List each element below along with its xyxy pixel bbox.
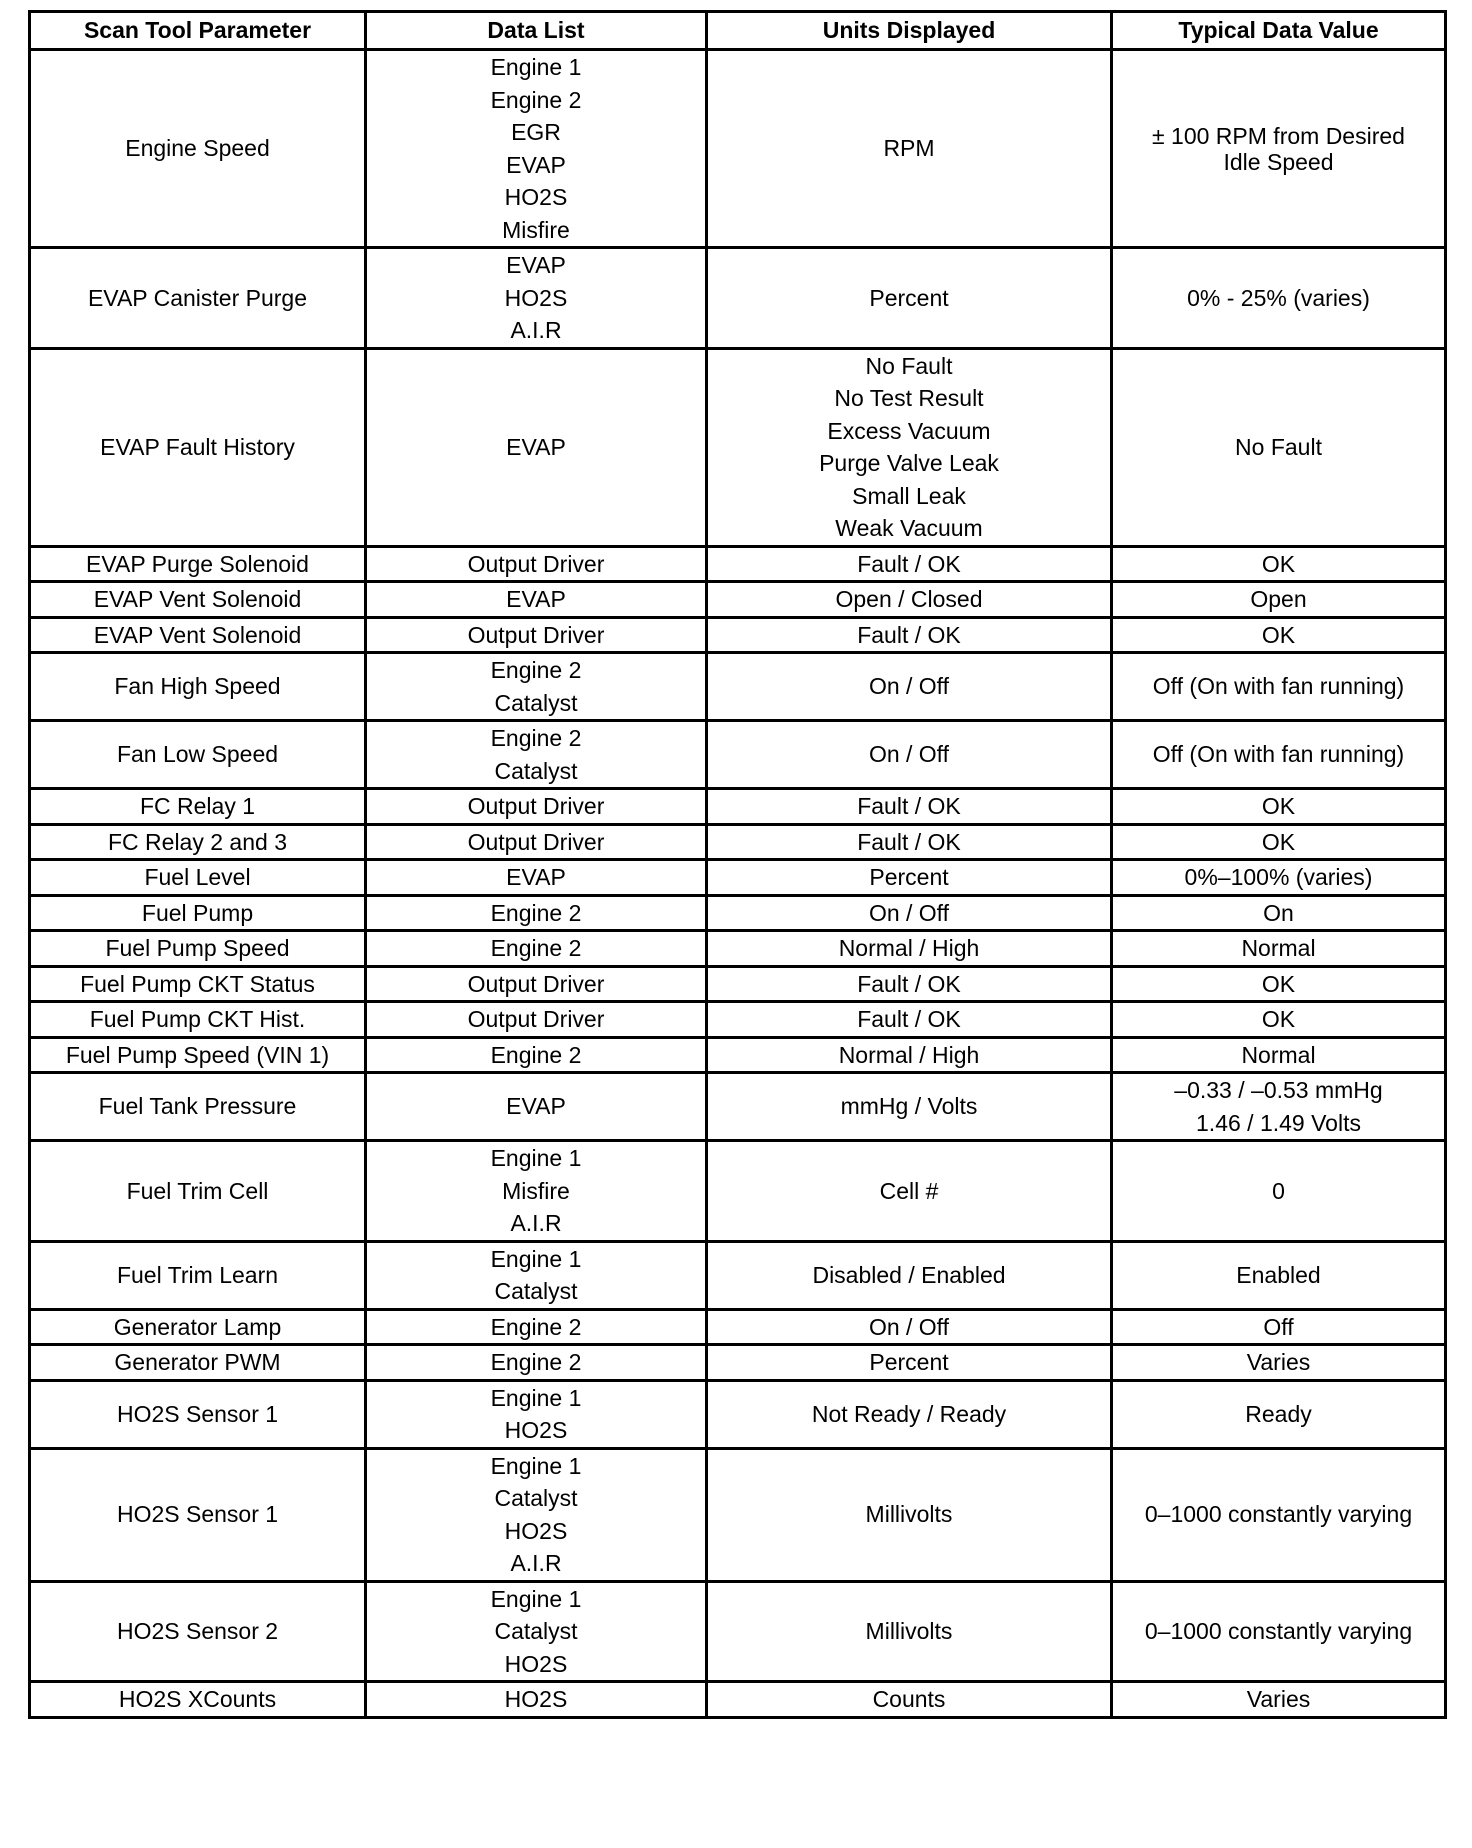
cell-typical-value xyxy=(1112,50,1446,248)
cell-line: Engine 1 xyxy=(490,1245,582,1272)
table-row xyxy=(30,1682,1446,1718)
cell-typical-value xyxy=(1112,582,1446,618)
table-row xyxy=(30,860,1446,896)
cell-line: Engine 2 xyxy=(490,1313,582,1340)
cell-line: Percent xyxy=(869,1349,949,1375)
cell-line: EVAP xyxy=(506,433,566,460)
cell-line: Engine 1 xyxy=(490,1384,582,1411)
cell-line: Output Driver xyxy=(467,621,605,648)
cell-line: Varies xyxy=(1246,1686,1311,1712)
cell-units xyxy=(707,348,1112,546)
cell-parameter: EVAP Purge Solenoid xyxy=(30,546,366,582)
cell-typical-value xyxy=(1112,895,1446,931)
cell-line: HO2S xyxy=(504,1517,568,1544)
table-row xyxy=(30,617,1446,653)
cell-data-list xyxy=(366,895,707,931)
table-body xyxy=(30,50,1446,1718)
cell-typical-value xyxy=(1112,721,1446,789)
cell-parameter: Fuel Pump xyxy=(30,895,366,931)
cell-data-list xyxy=(366,860,707,896)
table-row xyxy=(30,1345,1446,1381)
cell-typical-value xyxy=(1112,860,1446,896)
cell-line: Millivolts xyxy=(865,1618,953,1644)
cell-line: 0%–100% (varies) xyxy=(1184,864,1373,890)
cell-line: Engine 1 xyxy=(490,54,582,80)
table-row xyxy=(30,1141,1446,1242)
cell-data-list xyxy=(366,653,707,721)
cell-units xyxy=(707,789,1112,825)
cell-units xyxy=(707,895,1112,931)
cell-line: Fault / OK xyxy=(857,970,961,997)
cell-line: Misfire xyxy=(502,1177,570,1204)
cell-units xyxy=(707,1002,1112,1038)
cell-line: Fault / OK xyxy=(857,1006,961,1032)
cell-typical-value xyxy=(1112,248,1446,349)
cell-line: Normal / High xyxy=(838,1041,980,1068)
cell-line: 1.46 / 1.49 Volts xyxy=(1196,1109,1361,1136)
cell-line: Normal / High xyxy=(838,935,980,961)
cell-data-list xyxy=(366,582,707,618)
cell-parameter: Engine Speed xyxy=(30,50,366,248)
scan-tool-data-page xyxy=(28,10,1444,1719)
column-header-units: Units Displayed xyxy=(707,12,1112,50)
cell-units xyxy=(707,248,1112,349)
cell-line: Catalyst xyxy=(494,689,578,716)
cell-line: 0 xyxy=(1272,1177,1285,1204)
cell-parameter: EVAP Vent Solenoid xyxy=(30,617,366,653)
cell-line: EVAP xyxy=(506,1093,566,1120)
cell-units xyxy=(707,617,1112,653)
cell-typical-value xyxy=(1112,1073,1446,1141)
cell-line: Off (On with fan running) xyxy=(1152,673,1405,700)
cell-line: Engine 2 xyxy=(490,899,582,926)
cell-line: Fault / OK xyxy=(857,793,961,819)
cell-line: Output Driver xyxy=(467,1006,605,1032)
table-row xyxy=(30,582,1446,618)
cell-line: Open xyxy=(1250,586,1307,612)
cell-line: Engine 2 xyxy=(490,1349,582,1375)
cell-line: On xyxy=(1263,899,1294,926)
cell-units xyxy=(707,1380,1112,1448)
cell-line: A.I.R xyxy=(510,1210,562,1236)
cell-typical-value xyxy=(1112,1380,1446,1448)
cell-line: HO2S xyxy=(504,1650,568,1677)
cell-parameter: Fuel Trim Learn xyxy=(30,1241,366,1309)
cell-data-list xyxy=(366,789,707,825)
cell-data-list xyxy=(366,1380,707,1448)
cell-line: Catalyst xyxy=(494,1278,578,1304)
cell-line: HO2S xyxy=(504,284,568,311)
cell-typical-value xyxy=(1112,931,1446,967)
cell-line: Fault / OK xyxy=(857,828,961,855)
cell-parameter: EVAP Fault History xyxy=(30,348,366,546)
cell-parameter: HO2S Sensor 1 xyxy=(30,1380,366,1448)
cell-line: OK xyxy=(1261,793,1296,819)
cell-parameter: Generator Lamp xyxy=(30,1309,366,1345)
cell-line: HO2S xyxy=(504,1686,568,1712)
cell-line: A.I.R xyxy=(510,1550,562,1576)
cell-line: Off (On with fan running) xyxy=(1152,741,1405,768)
cell-typical-value xyxy=(1112,1241,1446,1309)
cell-data-list xyxy=(366,348,707,546)
table-row xyxy=(30,1073,1446,1141)
cell-typical-value xyxy=(1112,1309,1446,1345)
cell-parameter: FC Relay 1 xyxy=(30,789,366,825)
cell-parameter: Fuel Pump CKT Status xyxy=(30,966,366,1002)
cell-units xyxy=(707,653,1112,721)
cell-parameter: Generator PWM xyxy=(30,1345,366,1381)
cell-data-list xyxy=(366,546,707,582)
cell-typical-value xyxy=(1112,653,1446,721)
cell-line: HO2S xyxy=(504,184,568,210)
cell-line: Output Driver xyxy=(467,793,605,819)
cell-data-list xyxy=(366,1682,707,1718)
table-row xyxy=(30,348,1446,546)
cell-line: Percent xyxy=(869,864,949,890)
cell-line: Millivolts xyxy=(865,1501,953,1528)
cell-line: Cell # xyxy=(879,1177,939,1204)
cell-parameter: Fuel Level xyxy=(30,860,366,896)
cell-line: Fault / OK xyxy=(857,550,961,577)
cell-typical-value xyxy=(1112,966,1446,1002)
cell-line: On / Off xyxy=(868,1313,950,1340)
cell-typical-value xyxy=(1112,1448,1446,1581)
cell-line: EVAP xyxy=(506,586,566,612)
cell-data-list xyxy=(366,824,707,860)
cell-typical-value xyxy=(1112,1037,1446,1073)
cell-data-list xyxy=(366,1073,707,1141)
cell-line: Idle Speed xyxy=(1223,148,1334,175)
cell-typical-value xyxy=(1112,348,1446,546)
cell-line: 0–1000 constantly varying xyxy=(1144,1618,1413,1644)
cell-line: Disabled / Enabled xyxy=(812,1261,1006,1288)
cell-line: OK xyxy=(1261,550,1296,577)
cell-data-list xyxy=(366,1037,707,1073)
table-row xyxy=(30,789,1446,825)
cell-data-list xyxy=(366,1002,707,1038)
cell-line: Not Ready / Ready xyxy=(811,1400,1007,1427)
cell-data-list xyxy=(366,1141,707,1242)
table-row xyxy=(30,966,1446,1002)
cell-line: Varies xyxy=(1246,1349,1311,1375)
cell-units xyxy=(707,824,1112,860)
cell-line: Normal xyxy=(1241,1041,1316,1068)
cell-line: Open / Closed xyxy=(835,586,983,612)
cell-units xyxy=(707,1581,1112,1682)
cell-data-list xyxy=(366,1581,707,1682)
cell-units xyxy=(707,860,1112,896)
cell-typical-value xyxy=(1112,617,1446,653)
cell-typical-value xyxy=(1112,824,1446,860)
cell-data-list xyxy=(366,966,707,1002)
cell-data-list xyxy=(366,1345,707,1381)
cell-line: No Fault xyxy=(865,352,953,379)
cell-line: Misfire xyxy=(502,216,570,243)
cell-parameter: Fuel Trim Cell xyxy=(30,1141,366,1242)
cell-parameter: Fuel Pump CKT Hist. xyxy=(30,1002,366,1038)
table-row xyxy=(30,1037,1446,1073)
cell-line: Fault / OK xyxy=(857,621,961,648)
cell-units xyxy=(707,1448,1112,1581)
cell-line: Engine 2 xyxy=(490,935,582,961)
cell-line: No Fault xyxy=(1235,433,1322,460)
cell-data-list xyxy=(366,1241,707,1309)
cell-line: Engine 1 xyxy=(490,1585,582,1612)
cell-parameter: EVAP Canister Purge xyxy=(30,248,366,349)
cell-units xyxy=(707,1073,1112,1141)
cell-line: On / Off xyxy=(868,741,950,768)
cell-line: Output Driver xyxy=(467,828,605,855)
cell-parameter: HO2S Sensor 1 xyxy=(30,1448,366,1581)
cell-units xyxy=(707,721,1112,789)
cell-line: OK xyxy=(1261,621,1296,648)
cell-line: Normal xyxy=(1241,935,1316,961)
table-row xyxy=(30,721,1446,789)
cell-line: Counts xyxy=(872,1686,946,1712)
cell-units xyxy=(707,1141,1112,1242)
scan-tool-data-table xyxy=(28,10,1447,1719)
table-row xyxy=(30,1380,1446,1448)
cell-line: Engine 1 xyxy=(490,1145,582,1171)
cell-line: Output Driver xyxy=(467,550,605,577)
cell-typical-value xyxy=(1112,546,1446,582)
cell-line: Excess Vacuum xyxy=(827,417,991,444)
cell-data-list xyxy=(366,721,707,789)
cell-line: Catalyst xyxy=(494,757,578,784)
cell-parameter: Fuel Tank Pressure xyxy=(30,1073,366,1141)
cell-units xyxy=(707,966,1112,1002)
table-row xyxy=(30,1241,1446,1309)
cell-line: EVAP xyxy=(506,864,566,890)
cell-data-list xyxy=(366,1448,707,1581)
cell-line: –0.33 / –0.53 mmHg xyxy=(1174,1077,1383,1103)
cell-units xyxy=(707,1037,1112,1073)
cell-parameter: Fan High Speed xyxy=(30,653,366,721)
column-header-data-list: Data List xyxy=(366,12,707,50)
cell-line: Ready xyxy=(1245,1400,1312,1427)
cell-typical-value xyxy=(1112,1682,1446,1718)
cell-line: Engine 2 xyxy=(490,657,582,683)
cell-parameter: Fuel Pump Speed (VIN 1) xyxy=(30,1037,366,1073)
cell-line: Engine 2 xyxy=(490,725,582,751)
cell-parameter: Fuel Pump Speed xyxy=(30,931,366,967)
cell-units xyxy=(707,1682,1112,1718)
table-row xyxy=(30,1002,1446,1038)
cell-typical-value xyxy=(1112,1581,1446,1682)
table-row xyxy=(30,546,1446,582)
cell-line: OK xyxy=(1261,828,1296,855)
cell-line: ± 100 RPM from Desired xyxy=(1152,122,1405,149)
cell-line: Weak Vacuum xyxy=(835,515,983,541)
cell-line: Percent xyxy=(869,284,949,311)
cell-line: Enabled xyxy=(1236,1261,1321,1288)
cell-units xyxy=(707,1309,1112,1345)
cell-line: 0–1000 constantly varying xyxy=(1144,1501,1413,1528)
cell-typical-value xyxy=(1112,1002,1446,1038)
table-row xyxy=(30,1448,1446,1581)
cell-line: On / Off xyxy=(868,899,950,926)
table-row xyxy=(30,895,1446,931)
cell-parameter: Fan Low Speed xyxy=(30,721,366,789)
cell-line: RPM xyxy=(883,135,935,162)
cell-data-list xyxy=(366,617,707,653)
cell-parameter: EVAP Vent Solenoid xyxy=(30,582,366,618)
cell-data-list xyxy=(366,50,707,248)
table-row xyxy=(30,824,1446,860)
column-header-typical-value: Typical Data Value xyxy=(1112,12,1446,50)
table-header-row xyxy=(30,12,1446,50)
table-row xyxy=(30,1309,1446,1345)
cell-line: Catalyst xyxy=(494,1485,578,1511)
cell-line: Small Leak xyxy=(852,482,966,509)
cell-line: EVAP xyxy=(506,252,566,278)
cell-line: On / Off xyxy=(868,673,950,700)
cell-line: HO2S xyxy=(504,1417,568,1443)
cell-typical-value xyxy=(1112,1141,1446,1242)
cell-units xyxy=(707,50,1112,248)
cell-line: EVAP xyxy=(506,151,566,178)
cell-line: Output Driver xyxy=(467,970,605,997)
table-row xyxy=(30,653,1446,721)
cell-line: OK xyxy=(1261,1006,1296,1032)
cell-line: EGR xyxy=(511,119,561,145)
cell-line: Catalyst xyxy=(494,1618,578,1644)
cell-units xyxy=(707,1345,1112,1381)
table-row xyxy=(30,1581,1446,1682)
cell-line: Engine 2 xyxy=(490,86,582,113)
column-header-parameter: Scan Tool Parameter xyxy=(30,12,366,50)
cell-units xyxy=(707,1241,1112,1309)
cell-units xyxy=(707,582,1112,618)
cell-line: Off xyxy=(1263,1313,1294,1340)
cell-line: mmHg / Volts xyxy=(840,1093,978,1120)
cell-units xyxy=(707,546,1112,582)
cell-line: Engine 1 xyxy=(490,1452,582,1479)
cell-typical-value xyxy=(1112,1345,1446,1381)
cell-data-list xyxy=(366,248,707,349)
cell-units xyxy=(707,931,1112,967)
cell-typical-value xyxy=(1112,789,1446,825)
cell-parameter: HO2S XCounts xyxy=(30,1682,366,1718)
cell-line: 0% - 25% (varies) xyxy=(1187,284,1370,311)
table-row xyxy=(30,931,1446,967)
cell-data-list xyxy=(366,931,707,967)
cell-line: No Test Result xyxy=(834,385,984,411)
cell-parameter: HO2S Sensor 2 xyxy=(30,1581,366,1682)
table-row xyxy=(30,248,1446,349)
cell-line: Engine 2 xyxy=(490,1041,582,1068)
cell-parameter: FC Relay 2 and 3 xyxy=(30,824,366,860)
cell-line: A.I.R xyxy=(510,317,562,343)
cell-data-list xyxy=(366,1309,707,1345)
cell-line: Purge Valve Leak xyxy=(819,450,999,476)
cell-line: OK xyxy=(1261,970,1296,997)
table-row xyxy=(30,50,1446,248)
